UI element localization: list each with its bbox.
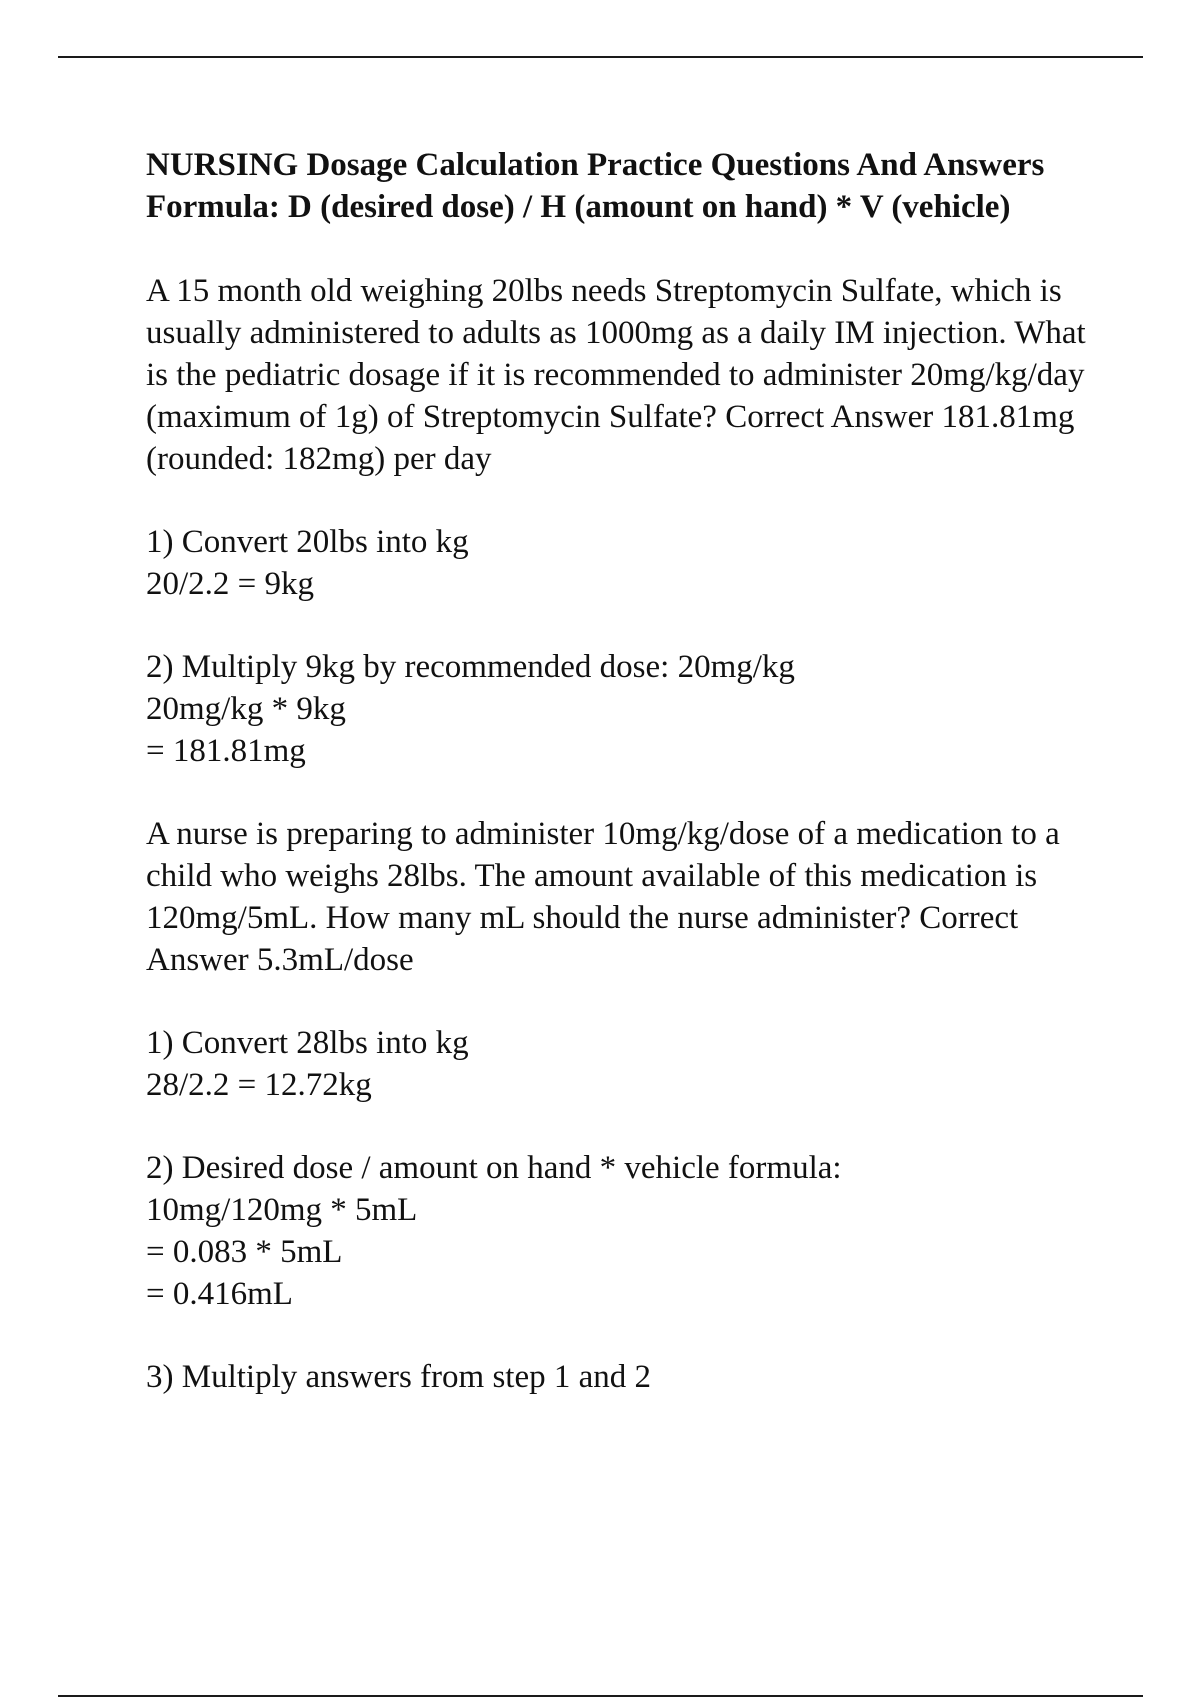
step-line: 10mg/120mg * 5mL [146,1192,418,1228]
step-line: 20mg/kg * 9kg [146,691,346,727]
document-body [146,144,1091,1439]
step-line: 28/2.2 = 12.72kg [146,1067,372,1103]
document-title: NURSING Dosage Calculation Practice Questions And Answers Formula: D (desired dose) / H (amount on hand) * V (vehicle) [146,147,1045,225]
step-line: 2) Desired dose / amount on hand * vehicle formula: [146,1150,842,1186]
step-line: 2) Multiply 9kg by recommended dose: 20mg/kg [146,649,795,685]
step-line: = 181.81mg [146,733,306,769]
step-line: 1) Convert 28lbs into kg [146,1025,469,1061]
question-1-step-2 [146,646,1091,772]
step-line: 20/2.2 = 9kg [146,566,315,602]
question-2 [146,813,1091,981]
step-line: = 0.083 * 5mL [146,1234,343,1270]
question-1-answer-value: 181.81mg (rounded: 182mg) per day [146,399,1075,477]
question-1 [146,270,1091,480]
step-line: 3) Multiply answers from step 1 and 2 [146,1359,652,1395]
question-2-answer-label: Correct Answer [146,900,1019,978]
question-2-answer-value: 5.3mL/dose [256,942,414,978]
step-line: 1) Convert 20lbs into kg [146,524,469,560]
question-2-step-3 [146,1356,1091,1398]
question-2-step-1 [146,1022,1091,1106]
question-1-text: A 15 month old weighing 20lbs needs Streptomycin Sulfate, which is usually administered to adults as 1000mg as a daily IM injection. What is the pediatric dosage if it is recommended to administer 20mg/kg/day (maximum of 1g) of Streptomycin Sulfate? [146,273,1086,435]
question-2-step-2 [146,1147,1091,1315]
question-1-answer-label: Correct Answer [725,399,942,435]
bottom-rule [58,1695,1143,1697]
top-rule [58,56,1143,58]
question-2-text: A nurse is preparing to administer 10mg/kg/dose of a medication to a child who weighs 28lbs. The amount available of this medication is 120mg/5mL. How many mL should the nurse administer? [146,816,1060,936]
step-line: = 0.416mL [146,1276,293,1312]
question-1-step-1 [146,521,1091,605]
